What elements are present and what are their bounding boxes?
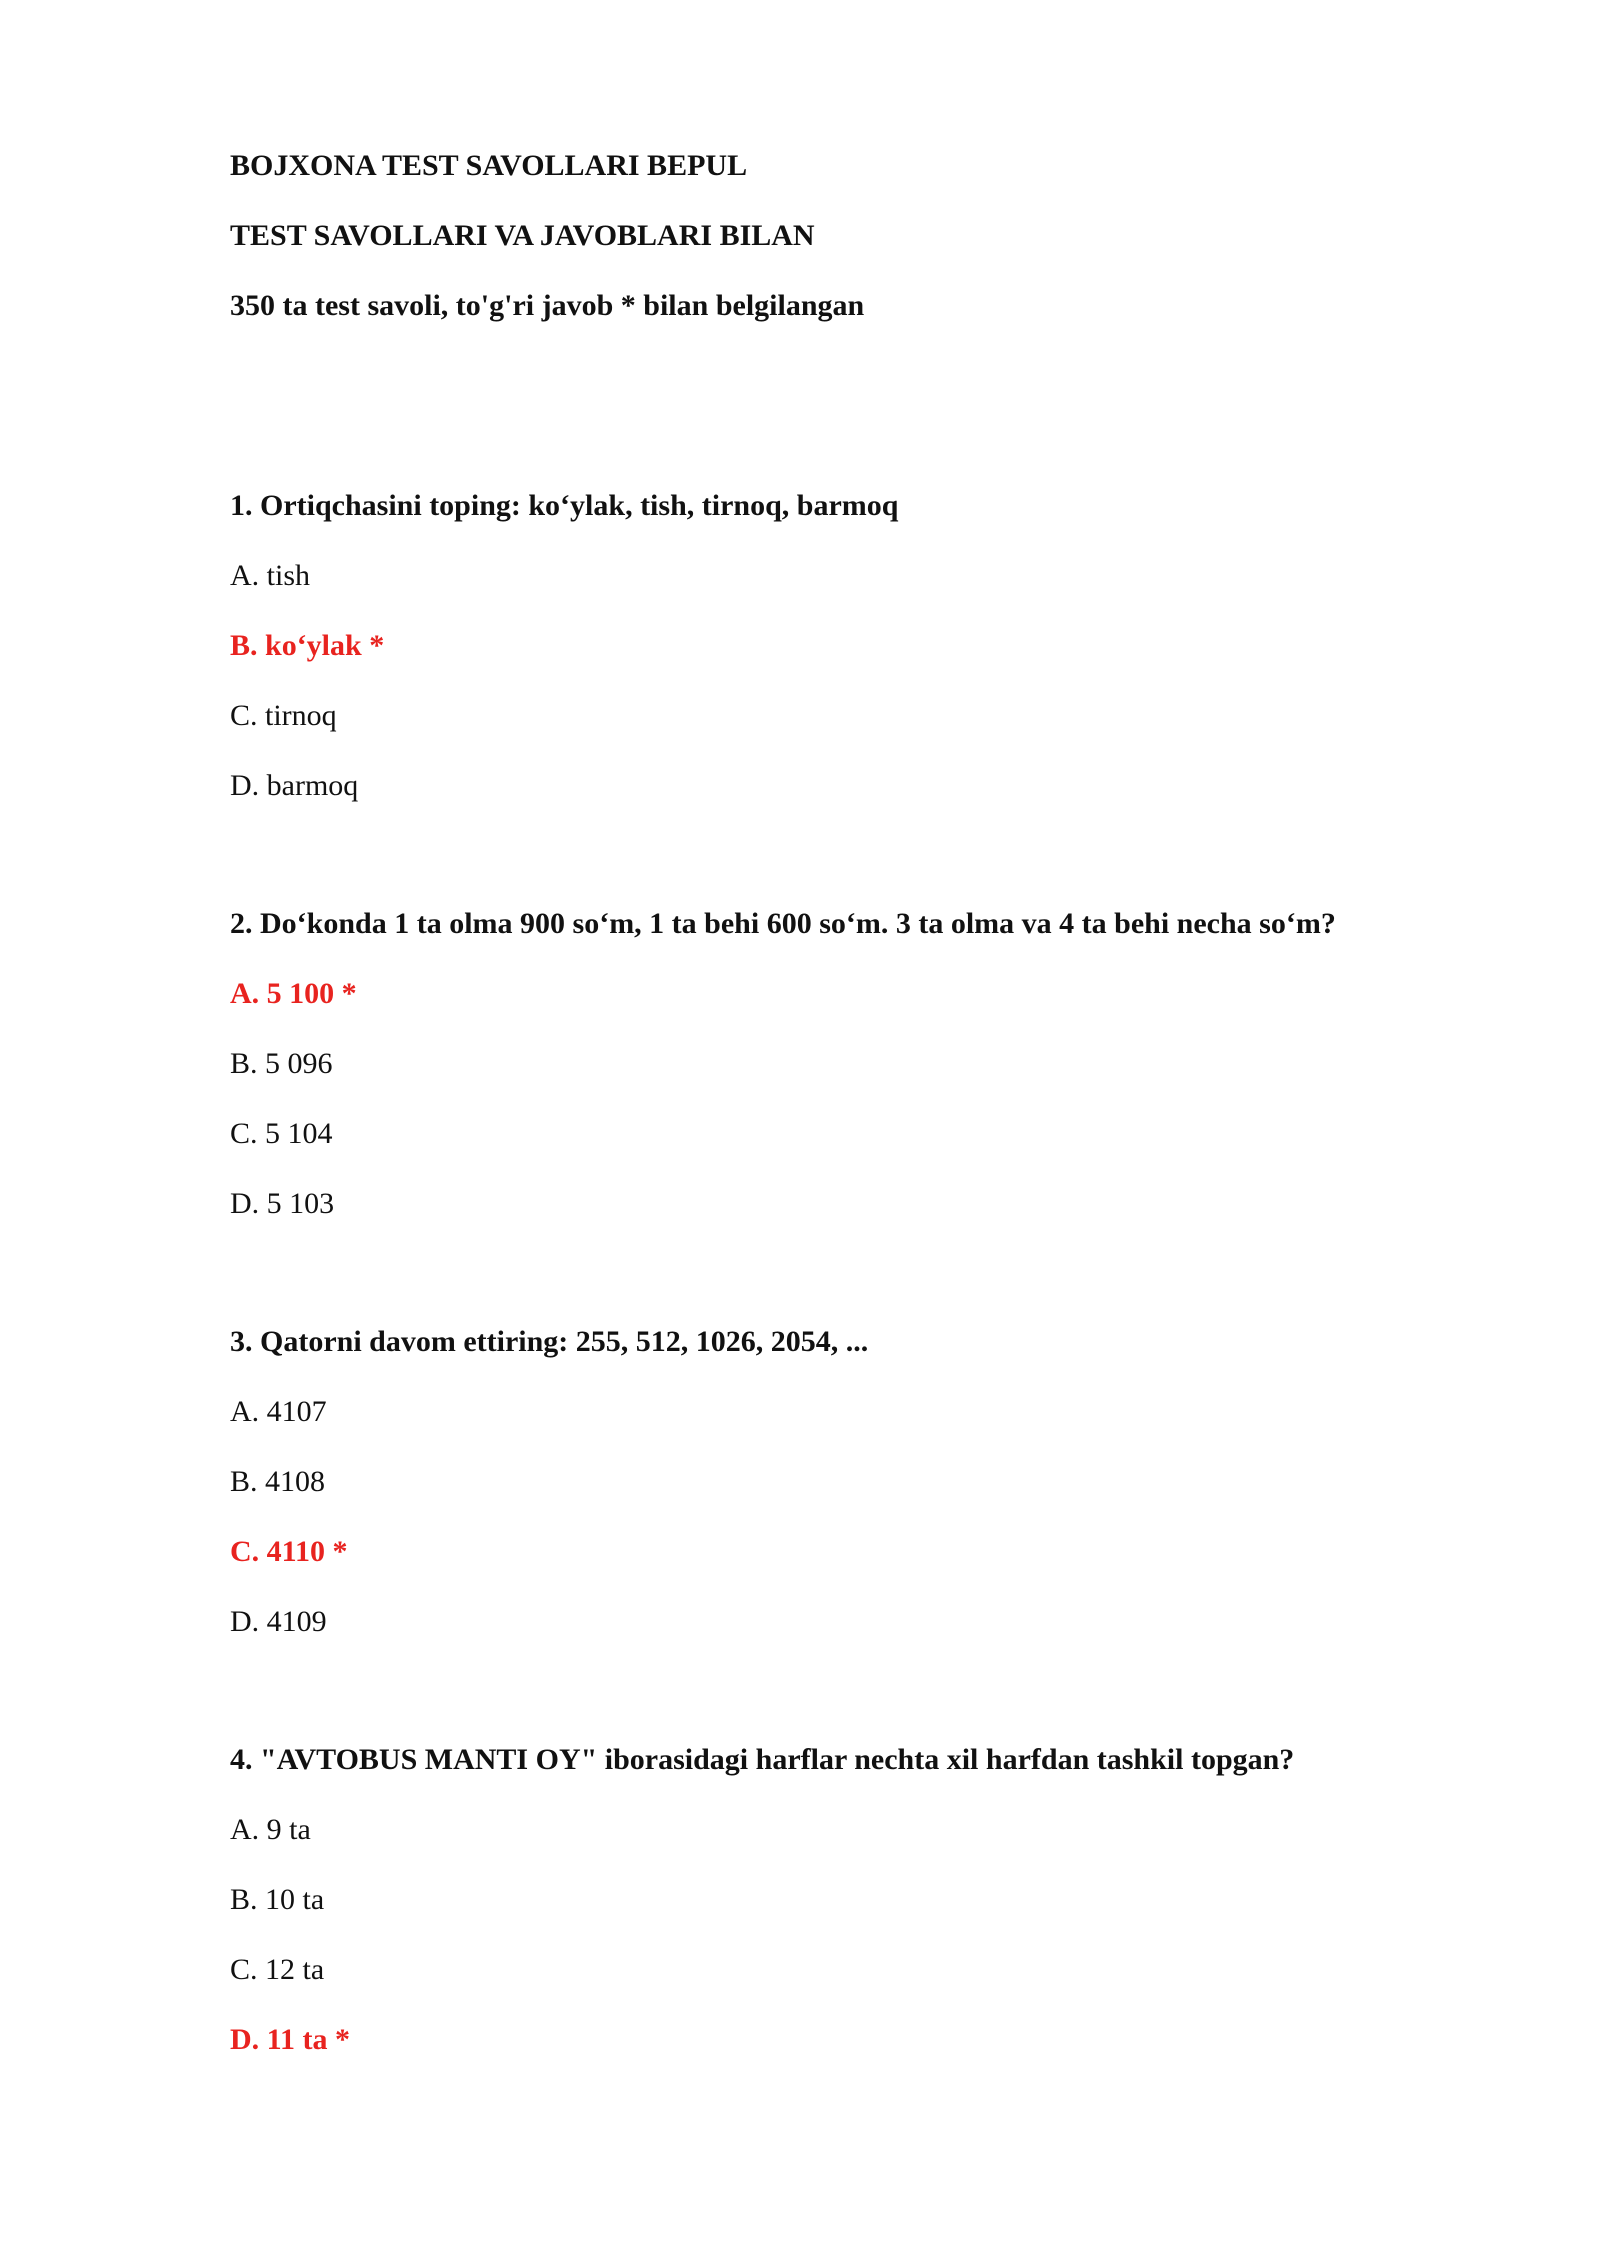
document-subtitle: TEST SAVOLLARI VA JAVOBLARI BILAN (230, 219, 815, 252)
option-b: B. 5 096 (230, 1047, 333, 1080)
option-a: A. 9 ta (230, 1813, 311, 1846)
option-b: B. 10 ta (230, 1883, 325, 1916)
option-d: D. 11 ta * (230, 2023, 350, 2056)
question-text: 3. Qatorni davom ettiring: 255, 512, 1026, 2054, ... (230, 1325, 869, 1358)
question-list (230, 488, 1470, 2058)
document-note: 350 ta test savoli, to'g'ri javob * bilan belgilangan (230, 289, 865, 322)
question-3 (230, 1324, 1470, 1640)
option-b: B. ko‘ylak * (230, 629, 385, 662)
option-c: C. 5 104 (230, 1117, 333, 1150)
option-a: A. tish (230, 559, 311, 592)
option-c: C. 12 ta (230, 1953, 325, 1986)
question-text: 4. "AVTOBUS MANTI OY" iborasidagi harflar nechta xil harfdan tashkil topgan? (230, 1743, 1295, 1776)
document-page (230, 148, 1470, 2058)
question-2 (230, 906, 1470, 1222)
option-c: C. tirnoq (230, 699, 337, 732)
question-text: 1. Ortiqchasini toping: ko‘ylak, tish, tirnoq, barmoq (230, 489, 899, 522)
question-text: 2. Do‘konda 1 ta olma 900 so‘m, 1 ta behi 600 so‘m. 3 ta olma va 4 ta behi necha so‘m? (230, 907, 1336, 940)
question-4 (230, 1742, 1470, 2058)
option-d: D. barmoq (230, 769, 359, 802)
document-title: BOJXONA TEST SAVOLLARI BEPUL (230, 149, 748, 182)
option-a: A. 5 100 * (230, 977, 357, 1010)
option-b: B. 4108 (230, 1465, 326, 1498)
question-1 (230, 488, 1470, 804)
option-c: C. 4110 * (230, 1535, 348, 1568)
option-a: A. 4107 (230, 1395, 327, 1428)
option-d: D. 5 103 (230, 1187, 335, 1220)
option-d: D. 4109 (230, 1605, 327, 1638)
